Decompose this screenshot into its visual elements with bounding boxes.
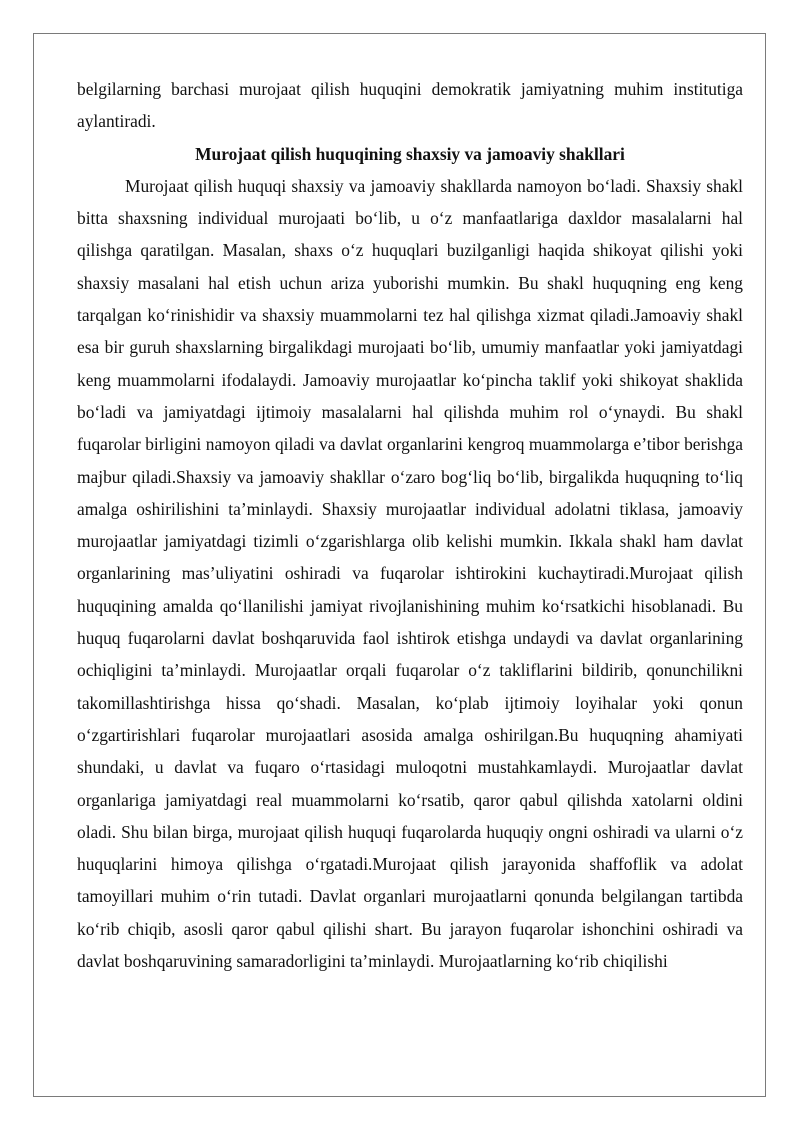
document-body xyxy=(77,73,743,977)
section-heading: Murojaat qilish huquqining shaxsiy va jamoaviy shakllari xyxy=(195,143,625,164)
body-paragraph: Murojaat qilish huquqi shaxsiy va jamoaviy shakllarda namoyon bo‘ladi. Shaxsiy shakl bitta shaxsning individual murojaati bo‘lib, u o‘z manfaatlariga daxldor masalalarni hal qilishga qaratilgan. Masalan, shaxs o‘z huquqlari buzilganligi haqida shikoyat qilishi yoki shaxsiy masalani hal etish uchun ariza yuborishi mumkin. Bu shakl huquqning eng keng tarqalgan ko‘rinishidir va shaxsiy muammolarni tez hal qilishga xizmat qiladi.Jamoaviy shakl esa bir guruh shaxslarning birgalikdagi murojaati bo‘lib, umumiy manfaatlar yoki jamiyatdagi keng muammolarni ifodalaydi. Jamoaviy murojaatlar ko‘pincha taklif yoki shikoyat shaklida bo‘ladi va jamiyatdagi ijtimoiy masalalarni hal qilishda muhim rol o‘ynaydi. Bu shakl fuqarolar birligini namoyon qiladi va davlat organlarini kengroq muammolarga e’tibor berishga majbur qiladi.Shaxsiy va jamoaviy shakllar o‘zaro bog‘liq bo‘lib, birgalikda huquqning to‘liq amalga oshirilishini ta’minlaydi. Shaxsiy murojaatlar individual adolatni tiklasa, jamoaviy murojaatlar jamiyatdagi tizimli o‘zgarishlarga olib kelishi mumkin. Ikkala shakl ham davlat organlarining mas’uliyatini oshiradi va fuqarolar ishtirokini kuchaytiradi.Murojaat qilish huquqining amalda qo‘llanilishi jamiyat rivojlanishining muhim ko‘rsatkichi hisoblanadi. Bu huquq fuqarolarni davlat boshqaruvida faol ishtirok etishga undaydi va davlat organlarining ochiqligini ta’minlaydi. Murojaatlar orqali fuqarolar o‘z takliflarini bildirib, qonunchilikni takomillashtirishga hissa qo‘shadi. Masalan, ko‘plab ijtimoiy loyihalar yoki qonun o‘zgartirishlari fuqarolar murojaatlari asosida amalga oshirilgan.Bu huquqning ahamiyati shundaki, u davlat va fuqaro o‘rtasidagi muloqotni mustahkamlaydi. Murojaatlar davlat organlariga jamiyatdagi real muammolarni ko‘rsatib, qaror qabul qilishda xatolarni oldini oladi. Shu bilan birga, murojaat qilish huquqi fuqarolarda huquqiy ongni oshiradi va ularni o‘z huquqlarini himoya qilishga o‘rgatadi.Murojaat qilish jarayonida shaffoflik va adolat tamoyillari muhim o‘rin tutadi. Davlat organlari murojaatlarni qonunda belgilangan tartibda ko‘rib chiqib, asosli qaror qabul qilishi shart. Bu jarayon fuqarolar ishonchini oshiradi va davlat boshqaruvining samaradorligini ta’minlaydi. Murojaatlarning ko‘rib chiqilishi xyxy=(77,175,743,972)
continuation-paragraph: belgilarning barchasi murojaat qilish huquqini demokratik jamiyatning muhim institutiga aylantiradi. xyxy=(77,79,743,132)
